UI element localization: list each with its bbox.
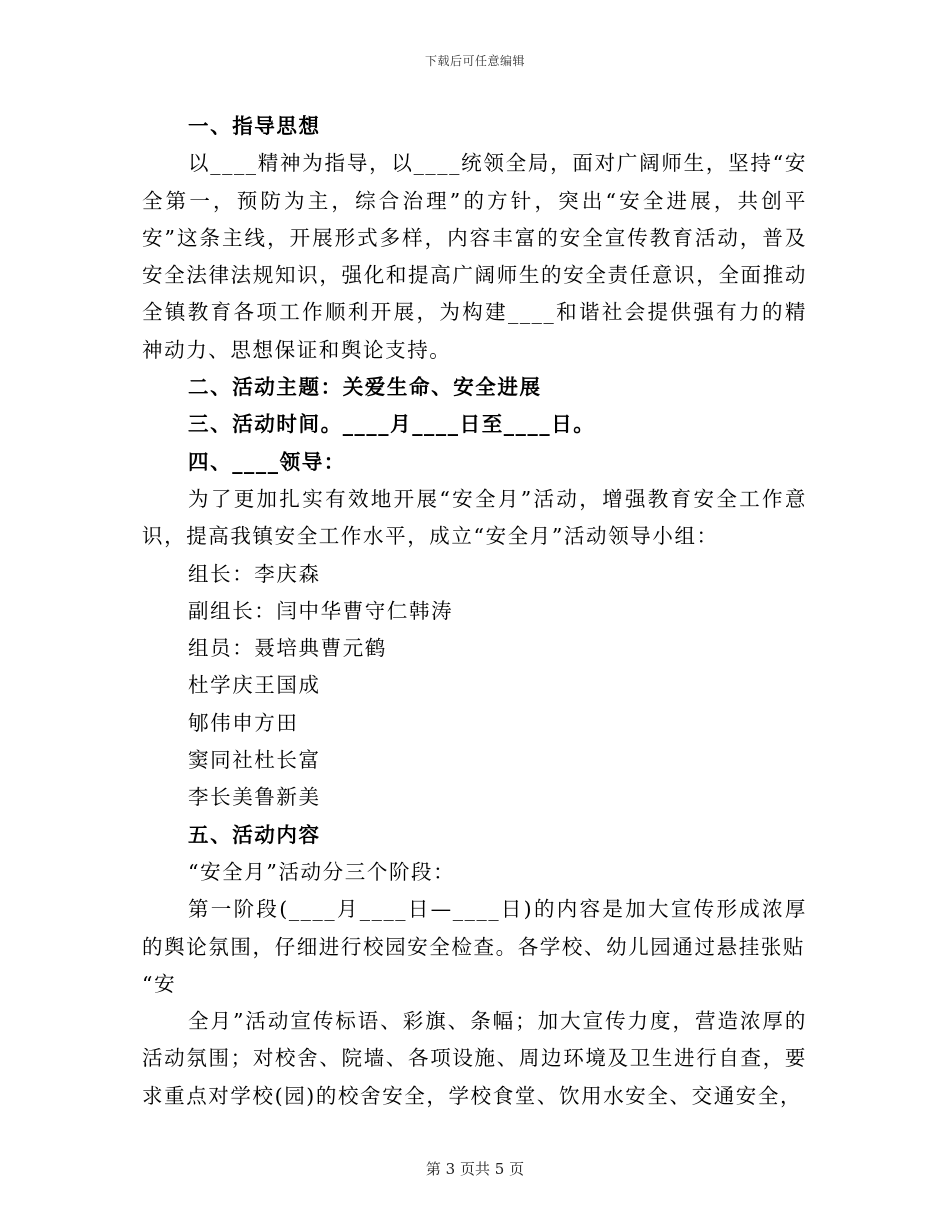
paragraph: 以____精神为指导，以____统领全局，面对广阔师生，坚持“安全第一，预防为主，综合治理”的方针，突出“安全进展，共创平安”这条主线，开展形式多样，内容丰富的安全宣传教育活动，普及安全法律法规知识，强化和提高广阔师生的安全责任意识，全面推动全镇教育各项工作顺利开展，为构建____和谐社会提供强有力的精神动力、思想保证和舆论支持。 (142, 151, 807, 362)
section-heading: 二、活动主题：关爱生命、安全进展 (188, 375, 542, 400)
section-heading: 三、活动时间。____月____日至____日。 (188, 412, 596, 437)
paragraph: 组长：李庆森 (188, 561, 321, 586)
paragraph: 为了更加扎实有效地开展“安全月”活动，增强教育安全工作意识，提高我镇安全工作水平，成立“安全月”活动领导小组： (142, 486, 807, 549)
page-footer: 第 3 页共 5 页 (425, 1160, 525, 1178)
paragraph: 郇伟申方田 (188, 710, 299, 735)
paragraph: 第一阶段(____月____日—____日)的内容是加大宣传形成浓厚的舆论氛围，仔细进行校园安全检查。各学校、幼儿园通过悬挂张贴 (142, 897, 807, 959)
paragraph: 组员：聂培典曹元鹤 (188, 636, 387, 661)
paragraph: 杜学庆王国成 (188, 673, 321, 698)
section-heading: 一、指导思想 (188, 114, 321, 138)
paragraph: “安 (142, 971, 177, 996)
section-heading: 四、____领导： (188, 449, 346, 474)
paragraph: 李长美鲁新美 (188, 785, 321, 810)
document-body (142, 108, 807, 1115)
paragraph: 副组长：闫中华曹守仁韩涛 (188, 598, 454, 623)
paragraph: “安全月”活动分三个阶段： (188, 859, 456, 884)
paragraph: 窦同社杜长富 (188, 748, 321, 773)
paragraph: 全月”活动宣传标语、彩旗、条幅；加大宣传力度，营造浓厚的活动氛围；对校舍、院墙、各项设施、周边环境及卫生进行自查，要求重点对学校(园)的校舍安全，学校食堂、饮用水安全、交通安全， (142, 1009, 807, 1108)
section-heading: 五、活动内容 (188, 822, 321, 847)
page-header: 下载后可任意编辑 (424, 54, 525, 68)
